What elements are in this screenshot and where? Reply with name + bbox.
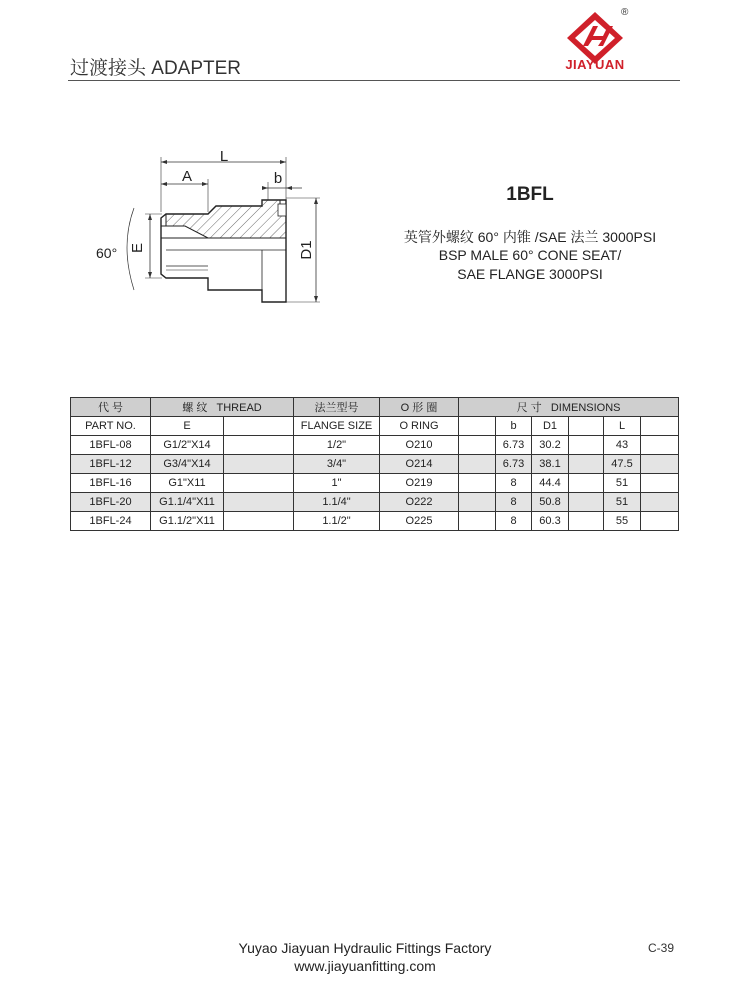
cell-b: 8: [496, 512, 532, 531]
cell-oring: O214: [380, 455, 459, 474]
product-description-en-1: BSP MALE 60° CONE SEAT/: [438, 247, 622, 263]
cell-part: 1BFL-12: [71, 455, 151, 474]
cell-part: 1BFL-08: [71, 436, 151, 455]
cell-e: G3/4"X14: [151, 455, 224, 474]
cell-oring: O219: [380, 474, 459, 493]
page-number: C-39: [648, 941, 675, 955]
header-part-cn: 代 号: [71, 398, 151, 417]
cell-d1: 60.3: [532, 512, 569, 531]
header-part-no: PART NO.: [71, 417, 151, 436]
table-header-row-cn: [71, 398, 679, 417]
cell-l: 43: [604, 436, 641, 455]
dimension-label-A: A: [181, 168, 193, 185]
footer-website[interactable]: www.jiayuanfitting.com: [294, 958, 436, 974]
adapter-technical-drawing: [90, 140, 340, 310]
cell-oring: O222: [380, 493, 459, 512]
registered-mark: ®: [621, 7, 629, 18]
brand-name: JIAYUAN: [565, 57, 625, 72]
cell-l: 47.5: [604, 455, 641, 474]
cell-flange: 3/4": [294, 455, 380, 474]
cell-e: G1.1/2"X11: [151, 512, 224, 531]
table-row: [71, 455, 679, 474]
header-thread-cn: 螺 纹 THREAD: [151, 398, 294, 417]
cell-part: 1BFL-20: [71, 493, 151, 512]
header-flange-size: FLANGE SIZE: [294, 417, 380, 436]
table-row: [71, 512, 679, 531]
dimension-label-b: b: [273, 170, 283, 187]
cell-d1: 38.1: [532, 455, 569, 474]
cell-d1: 50.8: [532, 493, 569, 512]
cell-e: G1"X11: [151, 474, 224, 493]
header-divider: [68, 80, 680, 81]
header-b: b: [496, 417, 532, 436]
cell-b: 6.73: [496, 436, 532, 455]
cell-d1: 44.4: [532, 474, 569, 493]
header-e: E: [151, 417, 224, 436]
cell-part: 1BFL-16: [71, 474, 151, 493]
header-flange-cn: 法兰型号: [294, 398, 380, 417]
dimension-label-L: L: [219, 148, 229, 165]
table-row: [71, 474, 679, 493]
cell-b: 8: [496, 474, 532, 493]
cell-b: 6.73: [496, 455, 532, 474]
cell-part: 1BFL-24: [71, 512, 151, 531]
dimension-label-D1: D1: [298, 240, 315, 260]
cell-e: G1.1/4"X11: [151, 493, 224, 512]
table-row: [71, 436, 679, 455]
cell-e: G1/2"X14: [151, 436, 224, 455]
product-description-cn: 英管外螺纹 60° 内锥 /SAE 法兰 3000PSI: [403, 229, 657, 245]
specification-table: [70, 397, 679, 531]
cell-flange: 1": [294, 474, 380, 493]
header-l: L: [604, 417, 641, 436]
cell-l: 55: [604, 512, 641, 531]
header-o-ring: O RING: [380, 417, 459, 436]
product-description-en-2: SAE FLANGE 3000PSI: [457, 266, 603, 282]
cell-l: 51: [604, 474, 641, 493]
table-row: [71, 493, 679, 512]
header-dimensions: 尺 寸 DIMENSIONS: [459, 398, 679, 417]
table-header-row-en: [71, 417, 679, 436]
header-oring-cn: O 形 圈: [380, 398, 459, 417]
angle-label: 60°: [96, 245, 118, 261]
cell-b: 8: [496, 493, 532, 512]
product-code: 1BFL: [506, 184, 554, 205]
header-d1: D1: [532, 417, 569, 436]
cell-oring: O225: [380, 512, 459, 531]
dimension-label-E: E: [129, 242, 146, 254]
cell-oring: O210: [380, 436, 459, 455]
cell-flange: 1/2": [294, 436, 380, 455]
footer-company: Yuyao Jiayuan Hydraulic Fittings Factory: [238, 940, 492, 956]
page-title: 过渡接头 ADAPTER: [70, 58, 242, 79]
cell-d1: 30.2: [532, 436, 569, 455]
cell-flange: 1.1/4": [294, 493, 380, 512]
cell-flange: 1.1/2": [294, 512, 380, 531]
cell-l: 51: [604, 493, 641, 512]
